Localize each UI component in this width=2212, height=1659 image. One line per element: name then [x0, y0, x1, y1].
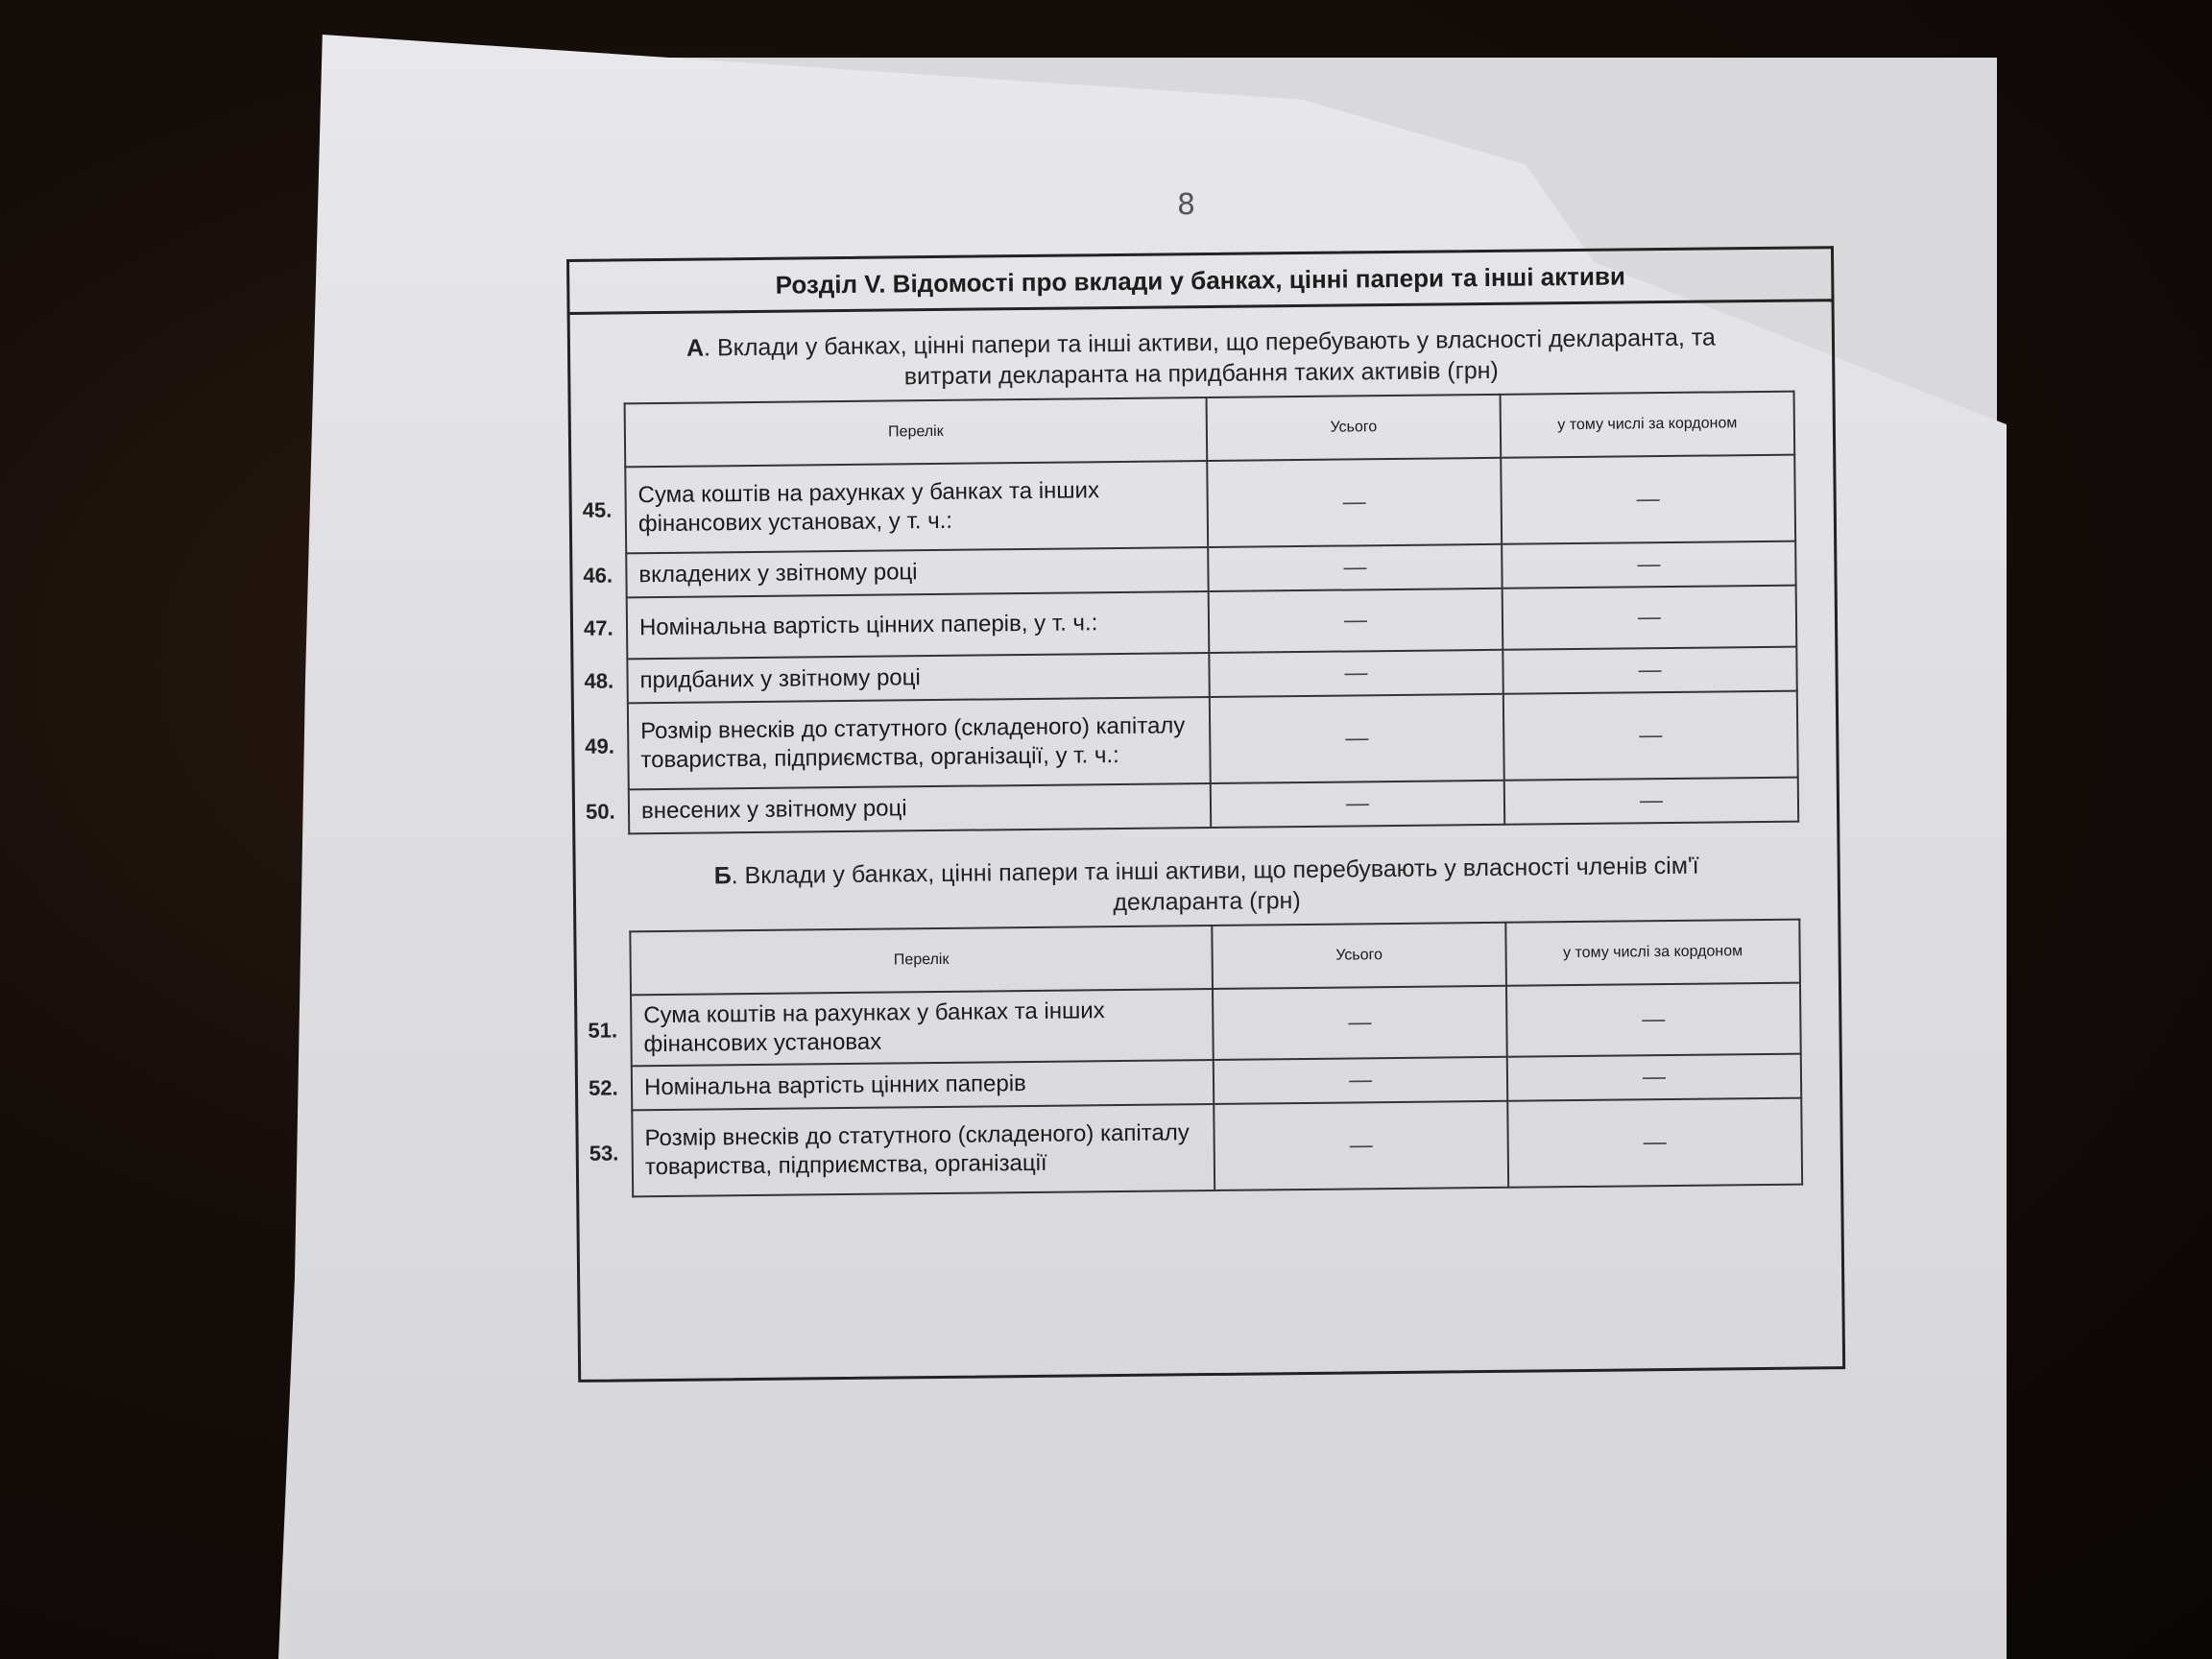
abroad-value: —: [1503, 691, 1798, 781]
total-value: —: [1213, 986, 1507, 1060]
row-number: 51.: [588, 1018, 618, 1043]
column-header-total: Усього: [1207, 395, 1502, 461]
row-label-cell: [585, 783, 1211, 833]
part-a-letter: А: [685, 334, 705, 362]
total-value: —: [1210, 694, 1504, 783]
row-label-cell: [582, 461, 1208, 553]
total-value: —: [1214, 1057, 1507, 1104]
total-value: —: [1208, 544, 1502, 591]
table-row: [631, 983, 1801, 1067]
row-label-cell: [583, 547, 1208, 597]
abroad-value: —: [1503, 647, 1796, 694]
row-label: Розмір внесків до статутного (складеного) капіталу товариства, підприємства, організації: [644, 1119, 1190, 1181]
row-label-cell: [588, 1060, 1214, 1110]
part-a-heading: [570, 321, 1833, 396]
row-label: Сума коштів на рахунках у банках та інших фінансових установах: [643, 998, 1105, 1058]
total-value: —: [1207, 458, 1502, 547]
row-label: Номінальна вартість цінних паперів: [643, 1070, 1026, 1101]
part-a-heading-text: . Вклади у банках, цінні папери та інші активи, що перебувають у власності декларанта, та витрати декларанта на придбання таких активів (грн): [703, 324, 1717, 391]
table-row: [632, 1098, 1802, 1197]
total-value: —: [1209, 650, 1503, 697]
abroad-value: —: [1502, 541, 1795, 589]
abroad-value: —: [1504, 778, 1798, 825]
page-number: 8: [1177, 188, 1196, 222]
table-row: [628, 691, 1798, 790]
column-header-list: Перелік: [630, 926, 1213, 995]
row-number: 52.: [588, 1075, 618, 1100]
row-label-cell: [588, 989, 1214, 1066]
part-b-heading: [576, 849, 1839, 924]
row-label-cell: [583, 591, 1210, 659]
row-label: Номінальна вартість цінних паперів, у т. ч.:: [638, 610, 1098, 641]
part-a-table: [582, 391, 1800, 835]
total-value: —: [1209, 589, 1503, 653]
row-label-cell: [585, 697, 1211, 789]
abroad-value: —: [1501, 455, 1795, 544]
row-label: внесених у звітному році: [640, 795, 907, 825]
column-header-list: Перелік: [625, 397, 1208, 467]
row-label: вкладених у звітному році: [638, 559, 918, 589]
abroad-value: —: [1507, 1098, 1802, 1188]
column-header-abroad: у тому числі за кордоном: [1505, 920, 1800, 986]
part-b-table: [588, 919, 1803, 1198]
row-number: 48.: [584, 668, 614, 693]
column-header-abroad: у тому числі за кордоном: [1501, 392, 1795, 458]
total-value: —: [1214, 1101, 1508, 1190]
row-number: 49.: [585, 733, 615, 758]
declaration-section-v: [566, 246, 1845, 1382]
abroad-value: —: [1503, 586, 1797, 650]
row-label: Сума коштів на рахунках у банках та інших фінансових установах, у т. ч.:: [637, 477, 1100, 538]
column-header-total: Усього: [1212, 923, 1506, 989]
part-b-letter: Б: [713, 862, 732, 890]
row-number: 53.: [589, 1141, 619, 1166]
row-label-cell: [589, 1104, 1214, 1196]
part-b-heading-text: . Вклади у банках, цінні папери та інші активи, що перебувають у власності членів сім'ї декларанта (грн): [731, 852, 1699, 917]
total-value: —: [1211, 781, 1504, 828]
row-number: 47.: [583, 615, 613, 640]
row-label: придбаних у звітному році: [639, 664, 921, 694]
abroad-value: —: [1507, 1054, 1801, 1101]
table-row: [625, 455, 1795, 554]
abroad-value: —: [1506, 983, 1801, 1057]
row-number: 50.: [585, 799, 615, 824]
section-title: Розділ V. Відомості про вклади у банках, цінні папери та інші активи: [569, 249, 1832, 315]
row-label-cell: [584, 653, 1209, 703]
row-number: 45.: [582, 497, 613, 522]
row-number: 46.: [583, 563, 613, 588]
row-label: Розмір внесків до статутного (складеного) капіталу товариства, підприємства, організації, у т. ч.:: [640, 712, 1186, 774]
